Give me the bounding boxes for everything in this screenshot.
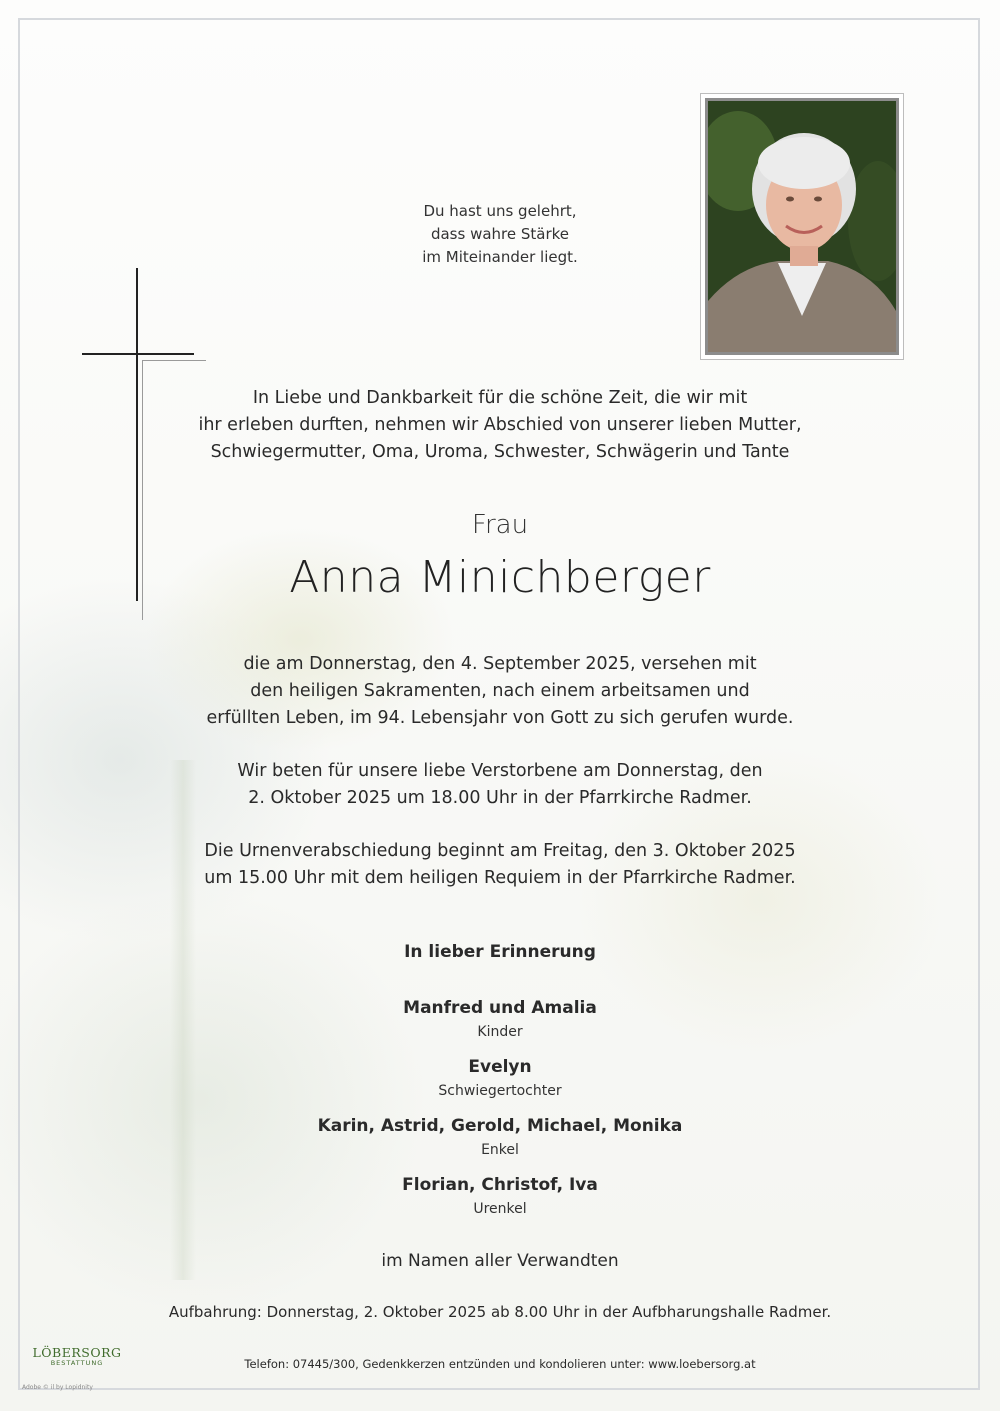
cross-horizontal-bar xyxy=(82,353,194,355)
motto-line: im Miteinander liegt. xyxy=(422,248,578,266)
requiem-paragraph xyxy=(100,838,900,892)
family-names: Manfred und Amalia xyxy=(403,998,597,1018)
motto-line: dass wahre Stärke xyxy=(430,225,570,243)
portrait-photo xyxy=(708,101,896,352)
relatives-note: im Namen aller Verwandten xyxy=(381,1251,619,1271)
logo-subtitle: BESTATTUNG xyxy=(50,1359,104,1367)
family-role: Enkel xyxy=(481,1142,519,1158)
memory-heading: In lieber Erinnerung xyxy=(404,942,596,962)
death-notice-paragraph xyxy=(100,651,900,732)
paragraph-line: 2. Oktober 2025 um 18.00 Uhr in der Pfarrkirche Radmer. xyxy=(248,788,752,808)
portrait-frame xyxy=(700,93,904,360)
family-names: Florian, Christof, Iva xyxy=(402,1175,598,1195)
funeral-home-logo xyxy=(32,1345,122,1367)
logo-name: LÖBERSORG xyxy=(32,1345,122,1360)
portrait-mat xyxy=(705,98,899,355)
family-names: Karin, Astrid, Gerold, Michael, Monika xyxy=(317,1116,683,1136)
image-credit: Adobe © il by Lopidnity xyxy=(22,1384,93,1391)
prayer-paragraph xyxy=(100,758,900,812)
contact-info: Telefon: 07445/300, Gedenkkerzen entzünden und kondolieren unter: www.loebersorg.at xyxy=(244,1357,756,1371)
family-role: Schwiegertochter xyxy=(438,1083,562,1099)
paragraph-line: die am Donnerstag, den 4. September 2025, versehen mit xyxy=(243,654,757,674)
family-names: Evelyn xyxy=(468,1057,532,1077)
deceased-name: Anna Minichberger xyxy=(289,552,711,603)
motto-verse xyxy=(360,200,640,269)
paragraph-line: den heiligen Sakramenten, nach einem arbeitsamen und xyxy=(250,681,750,701)
portrait-illustration xyxy=(708,101,896,352)
intro-line: Schwiegermutter, Oma, Uroma, Schwester, Schwägerin und Tante xyxy=(210,442,790,462)
intro-line: ihr erleben durften, nehmen wir Abschied von unserer lieben Mutter, xyxy=(198,415,802,435)
motto-line: Du hast uns gelehrt, xyxy=(423,202,577,220)
paragraph-line: Wir beten für unsere liebe Verstorbene am Donnerstag, den xyxy=(237,761,763,781)
intro-text xyxy=(100,385,900,466)
family-role: Kinder xyxy=(477,1024,523,1040)
intro-line: In Liebe und Dankbarkeit für die schöne Zeit, die wir mit xyxy=(252,388,748,408)
viewing-info: Aufbahrung: Donnerstag, 2. Oktober 2025 ab 8.00 Uhr in der Aufbharungshalle Radmer. xyxy=(168,1303,832,1321)
paragraph-line: erfüllten Leben, im 94. Lebensjahr von Gott zu sich gerufen wurde. xyxy=(206,708,794,728)
paragraph-line: Die Urnenverabschiedung beginnt am Freitag, den 3. Oktober 2025 xyxy=(204,841,796,861)
paragraph-line: um 15.00 Uhr mit dem heiligen Requiem in der Pfarrkirche Radmer. xyxy=(204,868,796,888)
salutation: Frau xyxy=(471,510,529,540)
family-role: Urenkel xyxy=(473,1201,527,1217)
cross-horizontal-shadow xyxy=(142,360,206,361)
